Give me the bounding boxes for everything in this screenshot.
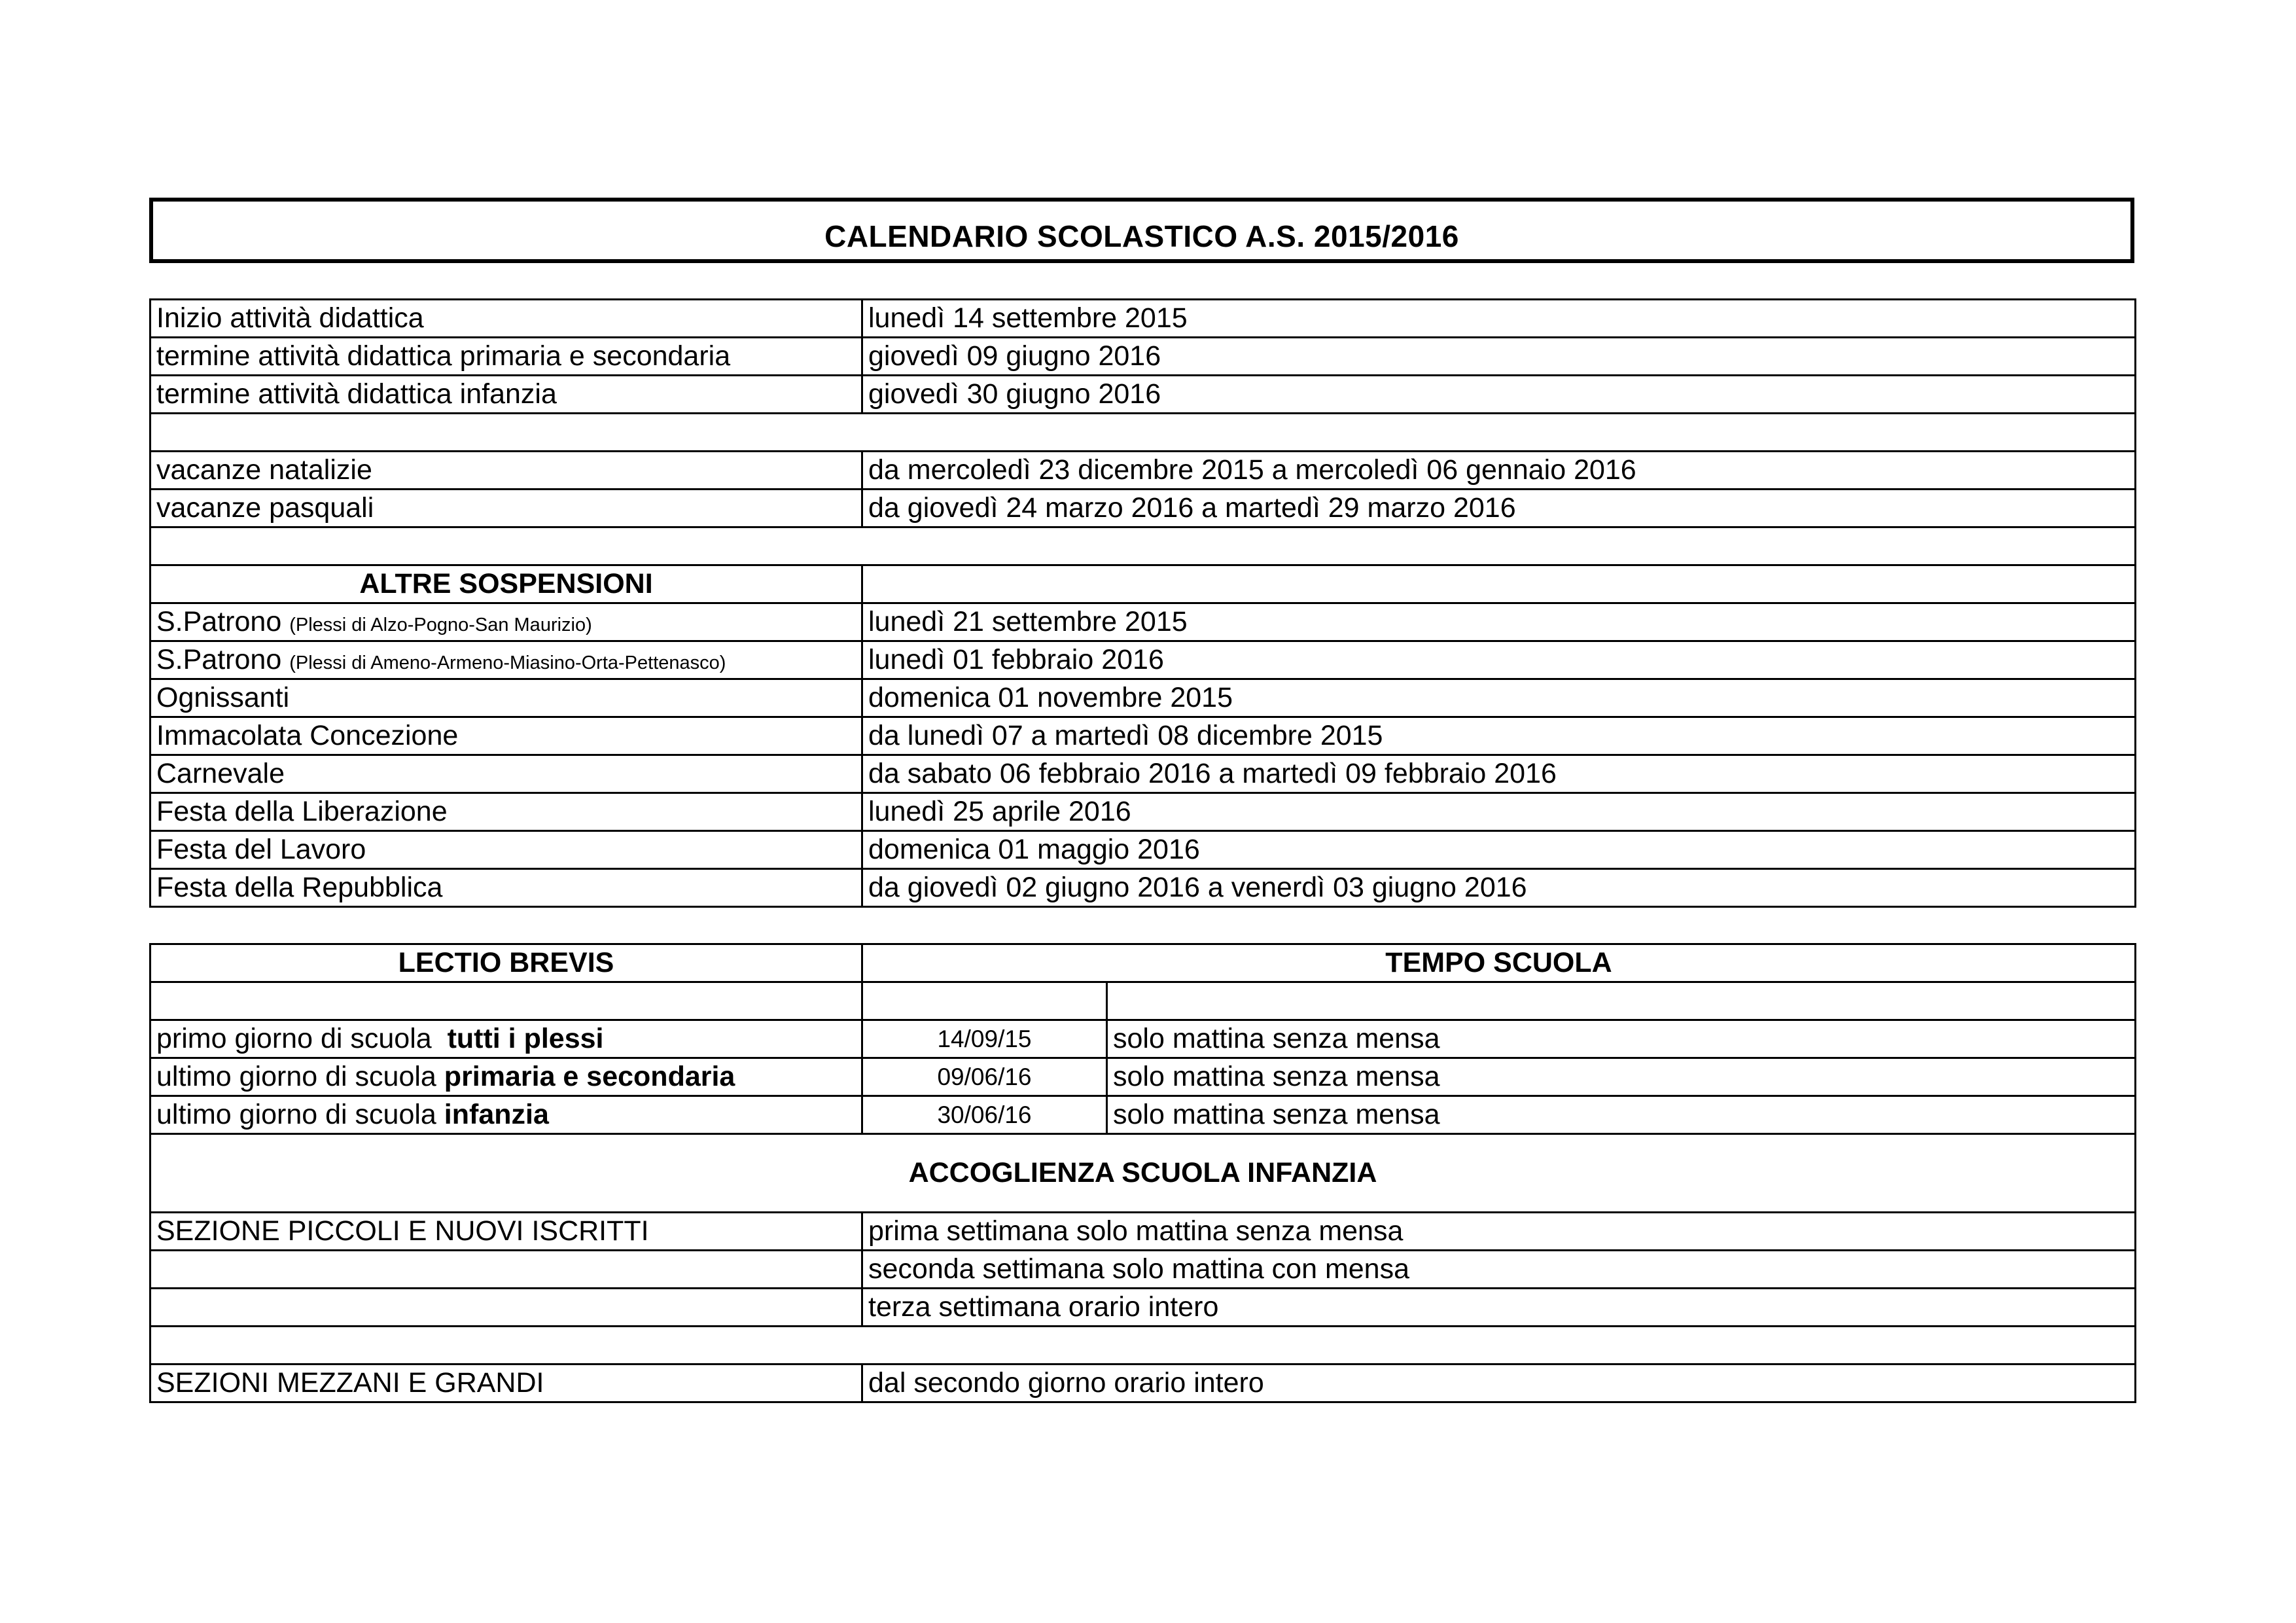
row-value: domenica 01 maggio 2016	[862, 831, 2136, 869]
row-label	[150, 1058, 862, 1096]
row-date: 30/06/16	[862, 1096, 1107, 1134]
row-value: da giovedì 24 marzo 2016 a martedì 29 marzo 2016	[862, 490, 2136, 527]
row-value: lunedì 14 settembre 2015	[862, 300, 2136, 338]
spacer-row	[150, 982, 2136, 1020]
table-row	[150, 755, 2136, 793]
empty-cell	[862, 565, 2136, 603]
header-lectio-brevis: LECTIO BREVIS	[150, 944, 862, 982]
spacer-row	[150, 1327, 2136, 1364]
table-row	[150, 603, 2136, 641]
row-value: lunedì 25 aprile 2016	[862, 793, 2136, 831]
label-text: S.Patrono	[156, 644, 282, 675]
lectio-brevis-table	[149, 943, 2136, 1403]
row-label	[150, 641, 862, 679]
empty-cell	[150, 1289, 862, 1327]
spacer-row	[150, 414, 2136, 452]
row-label	[150, 1096, 862, 1134]
label-bold: infanzia	[444, 1099, 549, 1130]
table-row	[150, 1364, 2136, 1402]
page-title: CALENDARIO SCOLASTICO A.S. 2015/2016	[824, 219, 1459, 253]
row-value: giovedì 09 giugno 2016	[862, 338, 2136, 376]
section-header-altre-sospensioni: ALTRE SOSPENSIONI	[150, 565, 862, 603]
row-label: SEZIONI MEZZANI E GRANDI	[150, 1364, 862, 1402]
table-row	[150, 452, 2136, 490]
row-label: termine attività didattica infanzia	[150, 376, 862, 414]
row-label: Festa della Liberazione	[150, 793, 862, 831]
empty-cell	[862, 982, 1107, 1020]
dates-table	[149, 298, 2136, 908]
label-text: S.Patrono	[156, 606, 282, 637]
table-row	[150, 793, 2136, 831]
row-value: lunedì 21 settembre 2015	[862, 603, 2136, 641]
section-header-accoglienza: ACCOGLIENZA SCUOLA INFANZIA	[150, 1134, 2136, 1213]
table-row	[150, 1096, 2136, 1134]
row-label: vacanze pasquali	[150, 490, 862, 527]
row-label: termine attività didattica primaria e secondaria	[150, 338, 862, 376]
row-label: SEZIONE PICCOLI E NUOVI ISCRITTI	[150, 1213, 862, 1251]
row-value: da sabato 06 febbraio 2016 a martedì 09 febbraio 2016	[862, 755, 2136, 793]
row-label: Carnevale	[150, 755, 862, 793]
table-row	[150, 1058, 2136, 1096]
table-row	[150, 679, 2136, 717]
label-prefix: primo giorno di scuola	[156, 1023, 448, 1054]
title-box	[149, 198, 2134, 263]
row-value: dal secondo giorno orario intero	[862, 1364, 2136, 1402]
row-week: terza settimana orario intero	[862, 1289, 2136, 1327]
label-note: (Plessi di Ameno-Armeno-Miasino-Orta-Pettenasco)	[289, 652, 726, 673]
table-row	[150, 1213, 2136, 1251]
spacer-cell	[150, 1327, 2136, 1364]
row-week: prima settimana solo mattina senza mensa	[862, 1213, 2136, 1251]
section-header-row	[150, 1134, 2136, 1213]
label-prefix: ultimo giorno di scuola	[156, 1099, 444, 1130]
row-value: lunedì 01 febbraio 2016	[862, 641, 2136, 679]
table-row	[150, 1251, 2136, 1289]
table-row	[150, 641, 2136, 679]
empty-cell	[150, 1251, 862, 1289]
section-header-row	[150, 565, 2136, 603]
row-value: giovedì 30 giugno 2016	[862, 376, 2136, 414]
table-row	[150, 869, 2136, 907]
table-row	[150, 300, 2136, 338]
header-tempo-scuola: TEMPO SCUOLA	[862, 944, 2136, 982]
label-bold: primaria e secondaria	[444, 1061, 735, 1092]
empty-cell	[150, 982, 862, 1020]
row-label	[150, 1020, 862, 1058]
row-value: domenica 01 novembre 2015	[862, 679, 2136, 717]
label-note: (Plessi di Alzo-Pogno-San Maurizio)	[289, 615, 592, 635]
row-date: 14/09/15	[862, 1020, 1107, 1058]
row-tempo: solo mattina senza mensa	[1107, 1020, 2136, 1058]
label-prefix: ultimo giorno di scuola	[156, 1061, 444, 1092]
table-row	[150, 338, 2136, 376]
row-label: Inizio attività didattica	[150, 300, 862, 338]
header-row	[150, 944, 2136, 982]
table-row	[150, 1289, 2136, 1327]
label-bold: tutti i plessi	[447, 1023, 604, 1054]
table-row	[150, 1020, 2136, 1058]
row-label: Festa del Lavoro	[150, 831, 862, 869]
row-label	[150, 603, 862, 641]
row-date: 09/06/16	[862, 1058, 1107, 1096]
spacer-row	[150, 527, 2136, 565]
table-row	[150, 490, 2136, 527]
row-value: da mercoledì 23 dicembre 2015 a mercoledì 06 gennaio 2016	[862, 452, 2136, 490]
row-tempo: solo mattina senza mensa	[1107, 1058, 2136, 1096]
empty-cell	[1107, 982, 2136, 1020]
table-row	[150, 831, 2136, 869]
row-label: vacanze natalizie	[150, 452, 862, 490]
table-row	[150, 376, 2136, 414]
row-week: seconda settimana solo mattina con mensa	[862, 1251, 2136, 1289]
row-tempo: solo mattina senza mensa	[1107, 1096, 2136, 1134]
row-label: Festa della Repubblica	[150, 869, 862, 907]
row-value: da lunedì 07 a martedì 08 dicembre 2015	[862, 717, 2136, 755]
row-label: Ognissanti	[150, 679, 862, 717]
row-label: Immacolata Concezione	[150, 717, 862, 755]
spacer-cell	[150, 527, 2136, 565]
spacer-cell	[150, 414, 2136, 452]
table-row	[150, 717, 2136, 755]
row-value: da giovedì 02 giugno 2016 a venerdì 03 giugno 2016	[862, 869, 2136, 907]
